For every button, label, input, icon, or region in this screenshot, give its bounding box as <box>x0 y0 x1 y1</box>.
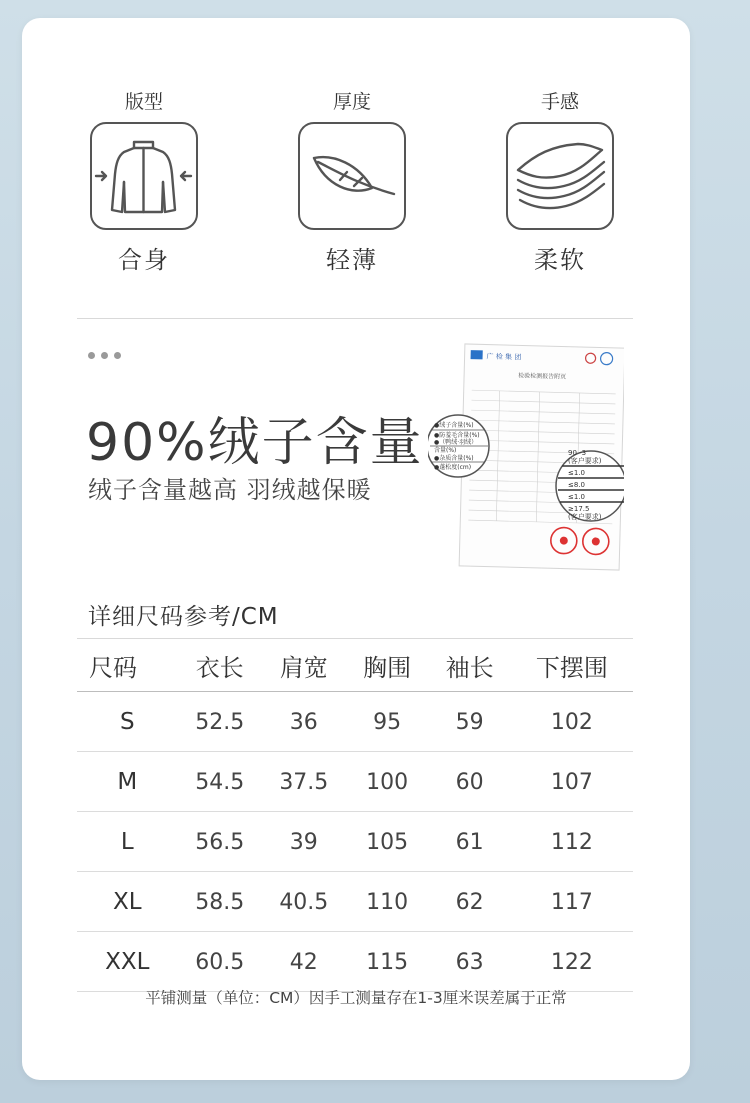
magnifier-text: ≥17.5 <box>568 505 590 513</box>
table-cell: 110 <box>366 889 409 915</box>
size-cell: XXL <box>105 949 150 975</box>
column-header: 肩宽 <box>279 653 328 682</box>
table-cell: 42 <box>289 949 318 975</box>
feature-value: 合身 <box>118 246 170 274</box>
table-cell: 60.5 <box>195 949 245 975</box>
report-logo-icon <box>471 350 483 359</box>
report-title: 检验检测报告附页 <box>518 372 567 381</box>
column-header: 袖长 <box>445 653 494 682</box>
soft-fabric-icon <box>506 122 614 230</box>
feature-value: 柔软 <box>534 246 586 274</box>
table-row <box>77 812 633 872</box>
report-logo-text: 广 检 集 团 <box>486 352 522 362</box>
table-cell: 100 <box>366 769 409 795</box>
down-content-subline: 绒子含量越高 羽绒越保暖 <box>88 476 372 504</box>
feature-title: 手感 <box>540 91 579 113</box>
jacket-fit-icon <box>90 122 198 230</box>
column-header: 衣长 <box>195 653 244 682</box>
feather-icon <box>298 122 406 230</box>
feature-fit <box>69 88 219 275</box>
section-divider <box>77 318 633 319</box>
table-row <box>77 692 633 752</box>
magnifier-text: ●蓬松度(cm) <box>434 464 472 471</box>
table-cell: 58.5 <box>195 889 245 915</box>
magnifier-text: ≤1.0 <box>568 493 585 501</box>
feature-title: 厚度 <box>332 91 371 113</box>
magnifier-text: ●（鸭绒·羽绒） <box>434 439 478 446</box>
table-cell: 112 <box>550 829 593 855</box>
column-header: 尺码 <box>89 653 137 682</box>
table-cell: 95 <box>373 709 402 735</box>
dots-decoration <box>88 344 127 363</box>
magnifier-text: (客户要求) <box>568 457 602 465</box>
table-cell: 117 <box>550 889 593 915</box>
magnifier-text: ●绒子含量(%) <box>434 422 474 429</box>
feature-title: 版型 <box>124 91 163 113</box>
measurement-note: 平铺测量（单位：CM）因手工测量存在1-3厘米误差属于正常 <box>145 989 567 1007</box>
column-header: 下摆围 <box>535 653 608 682</box>
magnifier-text: 含量(%) <box>434 447 457 454</box>
table-cell: 122 <box>550 949 593 975</box>
feature-value: 轻薄 <box>326 246 378 274</box>
table-row <box>77 932 633 992</box>
table-cell: 60 <box>455 769 484 795</box>
table-cell: 59 <box>455 709 484 735</box>
size-table <box>77 638 633 992</box>
size-cell: S <box>120 709 135 735</box>
table-cell: 102 <box>550 709 593 735</box>
magnifier-text: ≤8.0 <box>568 481 585 489</box>
table-cell: 39 <box>289 829 318 855</box>
table-header-row <box>77 639 633 692</box>
table-cell: 52.5 <box>195 709 245 735</box>
table-cell: 37.5 <box>279 769 329 795</box>
magnifier-text: 90 -3 <box>568 449 587 457</box>
table-cell: 56.5 <box>195 829 245 855</box>
magnifier-text: (客户要求) <box>568 513 602 521</box>
table-cell: 105 <box>366 829 409 855</box>
table-cell: 62 <box>455 889 484 915</box>
product-detail-card <box>22 18 690 1080</box>
test-report-image <box>428 342 624 572</box>
magnifier-text: ●防羞毛含量(%) <box>434 432 480 439</box>
table-row <box>77 752 633 812</box>
table-cell: 63 <box>455 949 484 975</box>
magnifier-text: ●杂质含量(%) <box>434 455 474 462</box>
feature-row <box>22 88 690 308</box>
size-cell: M <box>117 769 138 795</box>
down-content-headline: 90%绒子含量 <box>86 413 424 473</box>
table-cell: 61 <box>455 829 484 855</box>
table-cell: 40.5 <box>279 889 329 915</box>
table-cell: 54.5 <box>195 769 245 795</box>
table-cell: 107 <box>550 769 593 795</box>
table-row <box>77 872 633 932</box>
column-header: 胸围 <box>363 653 412 682</box>
magnifier-text: ≤1.0 <box>568 469 585 477</box>
feature-touch <box>485 88 635 275</box>
left-magnifier <box>428 415 489 477</box>
table-cell: 115 <box>366 949 409 975</box>
size-cell: L <box>120 829 134 855</box>
feature-thickness <box>277 88 427 275</box>
size-cell: XL <box>113 889 142 915</box>
table-cell: 36 <box>289 709 318 735</box>
size-table-title: 详细尺码参考/CM <box>88 604 279 630</box>
